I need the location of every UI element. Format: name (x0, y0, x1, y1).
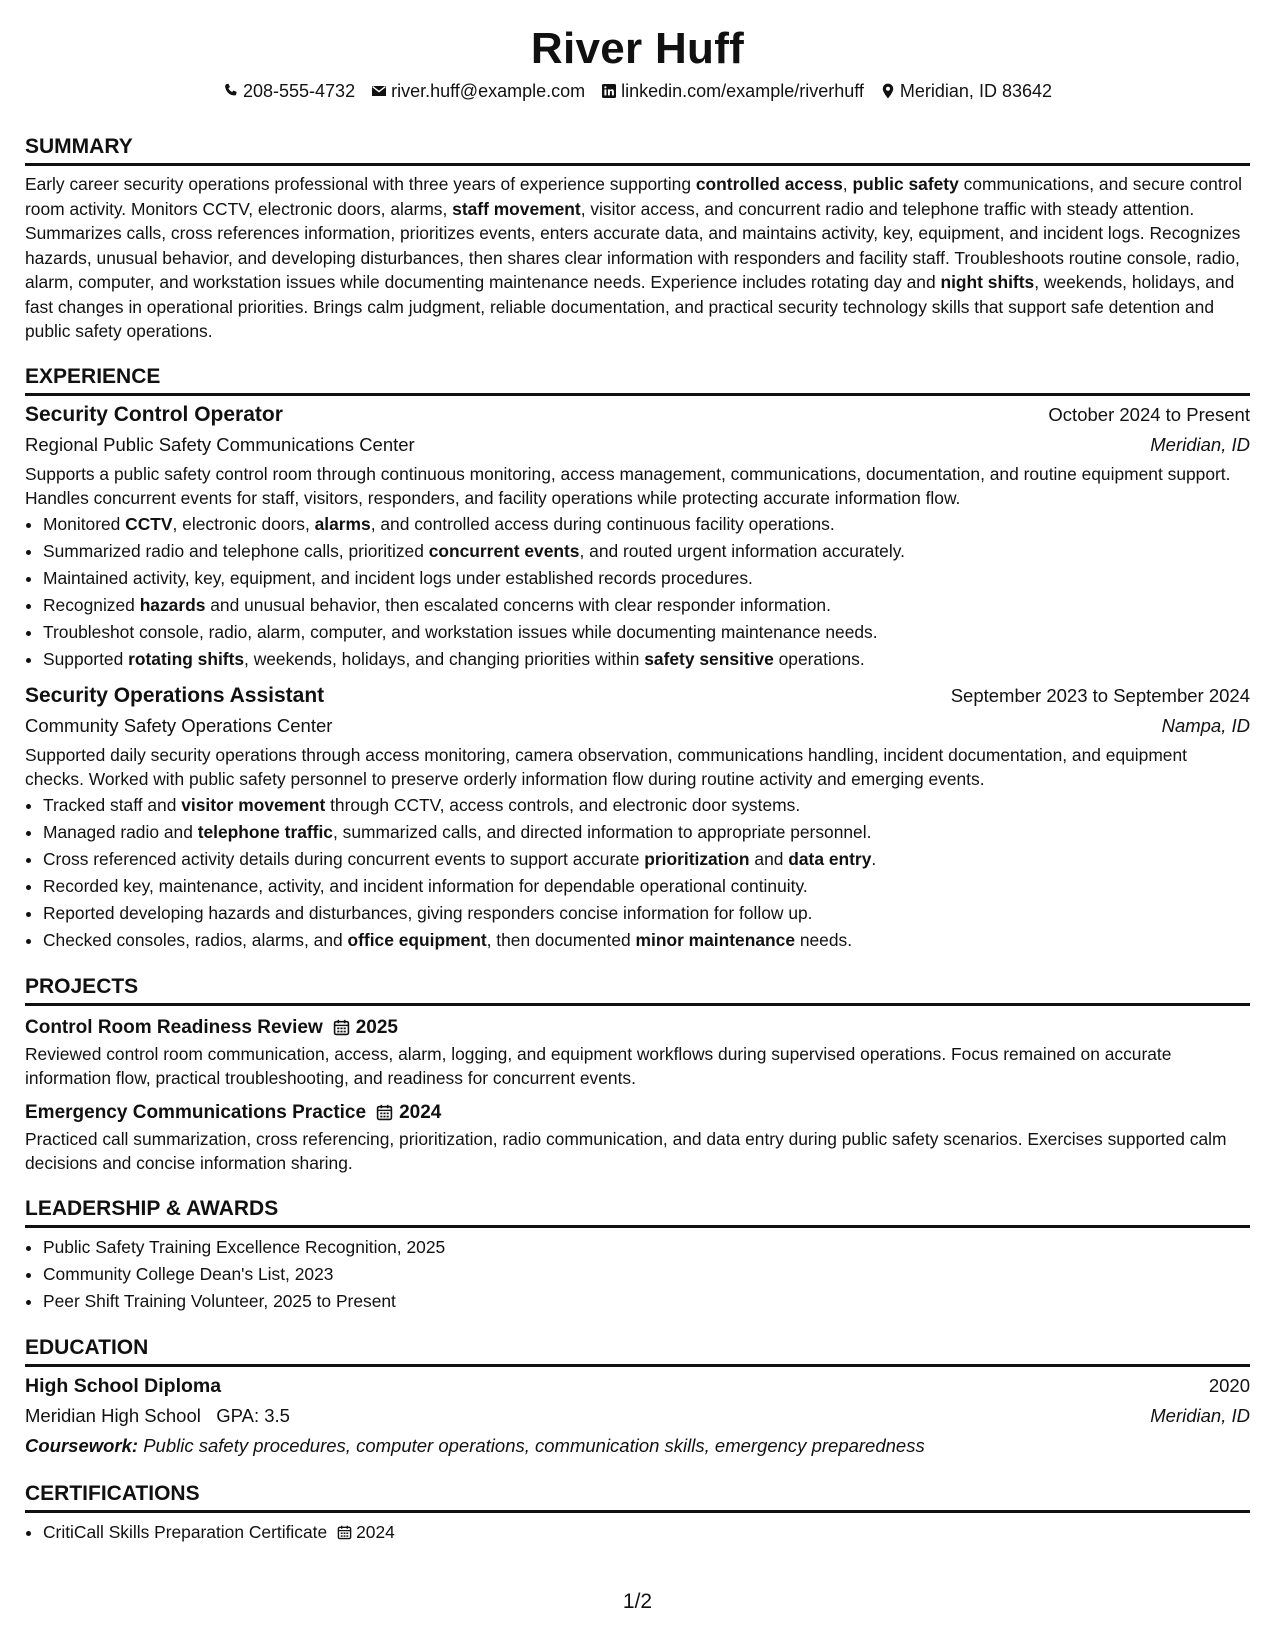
bullet-keyword: concurrent events (428, 540, 580, 561)
calendar-icon (333, 1019, 350, 1036)
phone-icon (223, 83, 239, 99)
bullet-text: , and controlled access during continuous facility operations. (370, 513, 835, 534)
summary-keyword: public safety (852, 174, 959, 194)
candidate-name: River Huff (530, 24, 745, 73)
list-item (43, 792, 1250, 819)
job-bullets (25, 792, 1250, 954)
page-number: 1/2 (622, 1590, 653, 1613)
bullet-text: Tracked staff and (43, 794, 182, 815)
project-year-wrap (376, 1099, 441, 1127)
job-subheader (25, 430, 1250, 460)
linkedin-link[interactable]: linkedin.com/example/riverhuff (621, 81, 864, 101)
project-entry (25, 1099, 1250, 1176)
bullet-text: Recorded key, maintenance, activity, and incident information for dependable operational continuity. (43, 875, 808, 896)
summary-keyword: night shifts (940, 272, 1035, 292)
contact-linkedin[interactable] (601, 78, 864, 104)
job-title: Security Control Operator (25, 402, 283, 426)
bullet-text: Checked consoles, radios, alarms, and (43, 929, 348, 950)
project-entry (25, 1014, 1250, 1091)
bullet-text: needs. (795, 929, 853, 950)
certification-row (43, 1519, 1250, 1546)
summary-part: , (842, 174, 853, 194)
bullet-keyword: rotating shifts (128, 648, 245, 669)
bullet-keyword: alarms (314, 513, 371, 534)
list-item (43, 819, 1250, 846)
envelope-icon (371, 83, 387, 99)
school-location: Meridian, ID (1150, 1404, 1250, 1426)
project-title: Control Room Readiness Review (25, 1016, 323, 1038)
bullet-text: and (749, 848, 789, 869)
summary-keyword: controlled access (695, 174, 843, 194)
certifications-heading: CERTIFICATIONS (25, 1481, 1250, 1513)
bullet-keyword: CCTV (125, 513, 173, 534)
bullet-keyword: safety sensitive (644, 648, 774, 669)
bullet-text: Monitored (43, 513, 126, 534)
bullet-text: through CCTV, access controls, and electronic door systems. (325, 794, 801, 815)
bullet-keyword: hazards (139, 594, 206, 615)
education-heading: EDUCATION (25, 1335, 1250, 1367)
bullet-text: Recognized (43, 594, 140, 615)
bullet-text: , electronic doors, (172, 513, 315, 534)
contact-phone (223, 78, 355, 104)
graduation-year: 2020 (1208, 1374, 1250, 1396)
summary-heading: SUMMARY (25, 134, 1250, 166)
list-item (43, 619, 1250, 646)
list-item (43, 592, 1250, 619)
project-header (25, 1014, 1250, 1042)
calendar-icon (376, 1104, 393, 1121)
bullet-text: , weekends, holidays, and changing priorities within (244, 648, 645, 669)
experience-heading: EXPERIENCE (25, 364, 1250, 396)
degree-title: High School Diploma (25, 1374, 222, 1397)
bullet-text: Summarized radio and telephone calls, prioritized (43, 540, 429, 561)
phone-text: 208-555-4732 (242, 81, 356, 101)
certification-year-wrap (337, 1519, 395, 1546)
leadership-heading: LEADERSHIP & AWARDS (25, 1196, 1250, 1228)
list-item (43, 873, 1250, 900)
bullet-text: Maintained activity, key, equipment, and incident logs under established records procedures. (43, 567, 753, 588)
school-name: Meridian High School (25, 1404, 201, 1426)
bullet-keyword: minor maintenance (635, 929, 795, 950)
list-item: • Peer Shift Training Volunteer, 2025 to Present (43, 1288, 1250, 1315)
certification-year: 2024 (356, 1521, 395, 1542)
job-description: Supports a public safety control room through continuous monitoring, access management, communications, documentation, and routine equipment support. Handles concurrent events for staff, visitors, responders, and facility operations while protecting accurate information flow. (25, 463, 1231, 508)
bullet-keyword: office equipment (347, 929, 487, 950)
list-item (43, 511, 1250, 538)
education-header (25, 1371, 1250, 1401)
job-description: Supported daily security operations through access monitoring, camera observation, communications handling, incident documentation, and equipment checks. Worked with public safety personnel to preserve orderly information flow during routine activity and emerging events. (25, 744, 1187, 789)
list-item (43, 646, 1250, 673)
bullet-text: Cross referenced activity details during concurrent events to support accurate (43, 848, 645, 869)
job-dates: October 2024 to Present (1048, 403, 1250, 425)
coursework-label: Coursework: (25, 1434, 139, 1456)
bullet-text: Troubleshot console, radio, alarm, computer, and workstation issues while documenting maintenance needs. (43, 621, 878, 642)
bullet-text: , summarized calls, and directed information to appropriate personnel. (332, 821, 872, 842)
coursework (25, 1431, 1250, 1461)
contact-bar (25, 78, 1250, 104)
project-year: 2024 (399, 1101, 442, 1123)
bullet-keyword: telephone traffic (197, 821, 333, 842)
project-description: Practiced call summarization, cross referencing, prioritization, radio communication, and data entry during public safety scenarios. Exercises supported calm decisions and concise information sharing. (25, 1128, 1227, 1173)
list-item: • Public Safety Training Excellence Recognition, 2025 (43, 1234, 1250, 1261)
job-location: Meridian, ID (1150, 433, 1250, 455)
coursework-text: Public safety procedures, computer operations, communication skills, emergency preparedness (143, 1434, 925, 1456)
resume-page (25, 0, 1250, 1546)
certification-name: • CritiCall Skills Preparation Certificate (43, 1521, 328, 1542)
bullet-text: Managed radio and (43, 821, 198, 842)
summary-part: , weekends, holidays, and fast changes in operational priorities. Brings calm judgment, reliable documentation, and practical security technology skills that support safe detention and public safety operations. (25, 272, 1235, 341)
contact-email[interactable] (371, 78, 585, 104)
list-item (43, 846, 1250, 873)
education-subheader (25, 1401, 1250, 1431)
email-link[interactable]: river.huff@example.com (391, 81, 586, 101)
school-info (25, 1401, 290, 1431)
certifications-list (25, 1519, 1250, 1546)
bullet-keyword: prioritization (644, 848, 750, 869)
location-text: Meridian, ID 83642 (899, 81, 1052, 101)
project-description: Reviewed control room communication, access, alarm, logging, and equipment workflows during supervised operations. Focus remained on accurate information flow, practical troubleshooting, and readiness for concurrent events. (25, 1043, 1172, 1088)
summary-part: communications, and secure control room activity. Monitors CCTV, electronic doors, alarms, (25, 174, 1242, 219)
awards-list (25, 1234, 1250, 1315)
summary-text (25, 172, 1250, 344)
list-item (43, 927, 1250, 954)
summary-part: Early career security operations professional with three years of experience supporting (25, 174, 696, 194)
job-organization: Community Safety Operations Center (25, 714, 333, 736)
list-item: • Community College Dean's List, 2023 (43, 1261, 1250, 1288)
bullet-text: , then documented (486, 929, 636, 950)
gpa: GPA: 3.5 (216, 1404, 290, 1426)
job-dates: September 2023 to September 2024 (950, 684, 1250, 706)
list-item (43, 1519, 1250, 1546)
bullet-text: Reported developing hazards and disturbances, giving responders concise information for follow up. (43, 902, 813, 923)
bullet-text: , and routed urgent information accurately. (579, 540, 905, 561)
list-item (43, 900, 1250, 927)
bullet-keyword: data entry (788, 848, 872, 869)
projects-heading: PROJECTS (25, 974, 1250, 1006)
job-entry (25, 400, 1250, 673)
bullet-text: . (871, 848, 877, 869)
summary-keyword: staff movement (452, 198, 581, 219)
project-year-wrap (333, 1014, 398, 1042)
list-item (43, 565, 1250, 592)
job-header (25, 681, 1250, 711)
job-header (25, 400, 1250, 430)
linkedin-icon (601, 83, 617, 99)
job-location: Nampa, ID (1161, 714, 1250, 736)
project-title: Emergency Communications Practice (25, 1101, 367, 1123)
bullet-text: operations. (773, 648, 865, 669)
education-entry (25, 1371, 1250, 1461)
bullet-text: Supported (43, 648, 129, 669)
job-entry (25, 681, 1250, 954)
list-item (43, 538, 1250, 565)
bullet-keyword: visitor movement (181, 794, 326, 815)
job-subheader (25, 711, 1250, 741)
calendar-icon (337, 1525, 352, 1540)
summary-part: , visitor access, and concurrent radio and telephone traffic with steady attention. Summarizes calls, cross references information, prioritizes events, enters accurate data, and maintains activity, key, equipment, and incident logs. Recognizes hazards, unusual behavior, and developing disturbances, then shares clear information with responders and facility staff. Troubleshoots routine console, radio, alarm, computer, and workstation issues while documenting maintenance needs. Experience includes rotating day and (25, 198, 1241, 292)
contact-location (880, 78, 1052, 104)
job-organization: Regional Public Safety Communications Center (25, 433, 415, 455)
map-pin-icon (880, 83, 896, 99)
job-title: Security Operations Assistant (25, 683, 325, 707)
bullet-text: and unusual behavior, then escalated concerns with clear responder information. (205, 594, 831, 615)
project-header (25, 1099, 1250, 1127)
job-bullets (25, 511, 1250, 673)
project-year: 2025 (355, 1016, 399, 1038)
